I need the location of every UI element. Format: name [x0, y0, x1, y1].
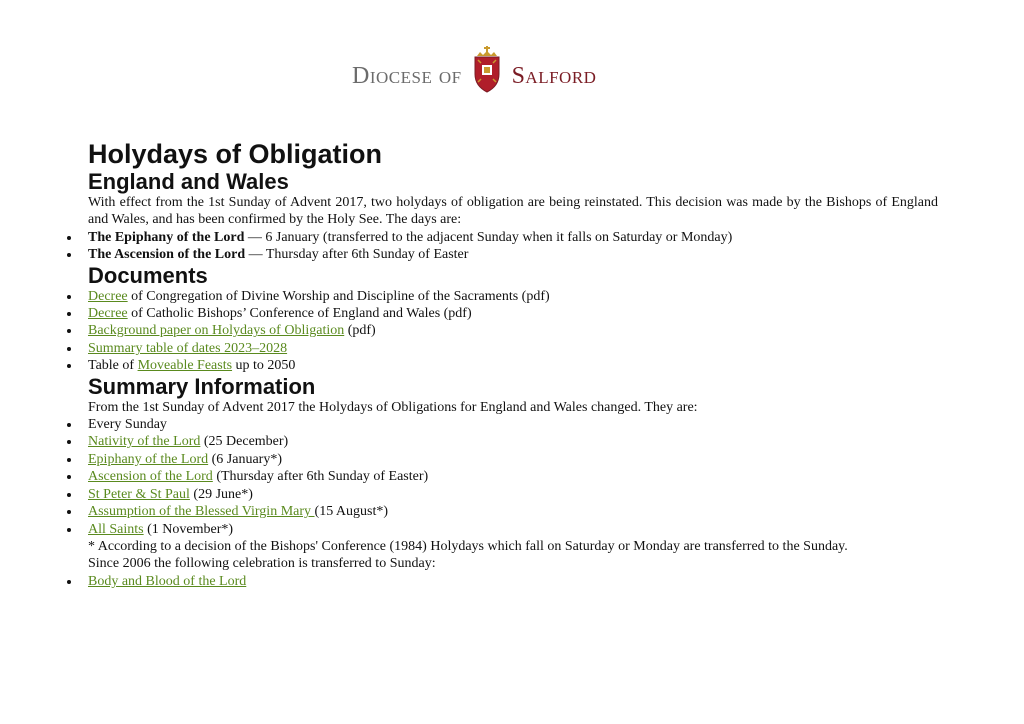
list-item: [88, 573, 938, 590]
summary-link[interactable]: All Saints: [88, 521, 144, 537]
list-item: [88, 246, 938, 263]
document-prefix: Table of: [88, 358, 138, 374]
document-link[interactable]: Summary table of dates 2023–2028: [88, 340, 288, 356]
day-detail: — 6 January (transferred to the adjacent Sunday when it falls on Saturday or Monday): [244, 229, 733, 245]
summary-detail: (6 January*): [208, 451, 283, 467]
summary-detail: (15 August*): [314, 504, 389, 520]
document-text: of Catholic Bishops’ Conference of England and Wales (pdf): [127, 306, 472, 322]
list-item: [88, 451, 938, 468]
list-item: [88, 468, 938, 485]
list-item: Every Sunday: [88, 416, 938, 433]
list-item: [88, 357, 938, 374]
document-link[interactable]: Decree: [88, 288, 128, 304]
list-item: [88, 433, 938, 450]
summary-link[interactable]: Assumption of the Blessed Virgin Mary: [88, 504, 315, 520]
logo-text-diocese-of: Diocese of: [352, 63, 462, 89]
documents-list: [88, 288, 938, 375]
list-item: [88, 288, 938, 305]
summary-detail: (29 June*): [189, 486, 253, 502]
document-text: up to 2050: [232, 358, 296, 374]
footnote: * According to a decision of the Bishops' Conference (1984) Holydays which fall on Saturday or Monday are transferred to the Sunday.: [88, 538, 848, 554]
transferred-list: [88, 573, 938, 590]
day-detail: — Thursday after 6th Sunday of Easter: [245, 247, 469, 263]
document-link[interactable]: Background paper on Holydays of Obligation: [88, 323, 345, 339]
day-name: The Ascension of the Lord: [88, 247, 246, 263]
documents-heading: Documents: [88, 262, 208, 288]
document-link[interactable]: Decree: [88, 306, 128, 322]
since-2006-note: Since 2006 the following celebration is transferred to Sunday:: [88, 556, 436, 572]
summary-link[interactable]: Nativity of the Lord: [88, 434, 201, 450]
list-item: [88, 486, 938, 503]
list-item: [88, 521, 938, 538]
transferred-link[interactable]: Body and Blood of the Lord: [88, 573, 247, 589]
document-text: (pdf): [344, 323, 376, 339]
list-item: [88, 229, 938, 246]
summary-detail: (25 December): [200, 434, 289, 450]
crest-icon: [468, 44, 506, 96]
page-title: Holydays of Obligation: [88, 139, 383, 169]
document-text: of Congregation of Divine Worship and Discipline of the Sacraments (pdf): [127, 288, 550, 304]
intro-paragraph: With effect from the 1st Sunday of Advent 2017, two holydays of obligation are being reinstated. This decision was made by the Bishops of England and Wales, and has been confirmed by the Holy See. The days are:: [88, 195, 938, 228]
logo-text-salford: Salford: [511, 63, 597, 89]
summary-heading: Summary Information: [88, 373, 316, 399]
day-name: The Epiphany of the Lord: [88, 229, 245, 245]
holydays-list: [88, 229, 938, 264]
summary-detail: (1 November*): [143, 521, 234, 537]
page-subtitle: England and Wales: [88, 169, 289, 194]
list-item: [88, 503, 938, 520]
diocese-logo: [352, 44, 596, 96]
list-item: [88, 322, 938, 339]
summary-link[interactable]: Epiphany of the Lord: [88, 451, 209, 467]
summary-intro: From the 1st Sunday of Advent 2017 the Holydays of Obligations for England and Wales changed. They are:: [88, 399, 698, 415]
summary-link[interactable]: Ascension of the Lord: [88, 469, 213, 485]
list-item: [88, 305, 938, 322]
main-content: [88, 138, 938, 590]
summary-link[interactable]: St Peter & St Paul: [88, 486, 190, 502]
summary-list: [88, 416, 938, 538]
summary-detail: (Thursday after 6th Sunday of Easter): [212, 469, 429, 485]
list-item: [88, 340, 938, 357]
document-link[interactable]: Moveable Feasts: [137, 358, 233, 374]
